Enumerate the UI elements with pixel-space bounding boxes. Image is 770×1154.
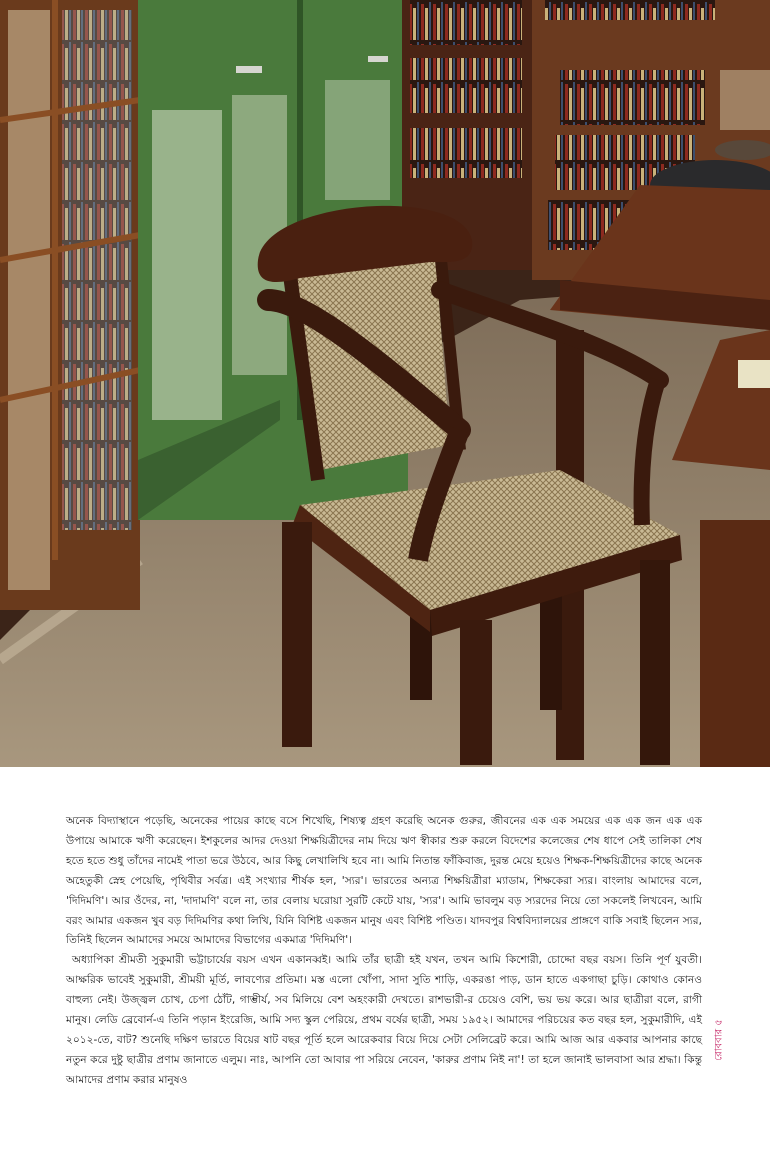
article-paragraph: অধ্যাপিকা শ্রীমতী সুকুমারী ভট্টাচার্যের বয়স এখন একানব্বই। আমি তাঁর ছাত্রী হই যখন, তখন আমি কিশোরী, চোদ্দো বছর বয়স। তিনি পূর্ণ যুবতী। আক্ষরিক ভাবেই সুকুমারী, শ্রীময়ী মূর্তি, লাবণ্যের প্রতিমা। মস্ত এলো খোঁপা, সাদা সুতি শাড়ি, একরঙা পাড়, ডান হাতে একগাছা চুড়ি। কোথাও কোনও বাহুল্য নেই। উজ্জ্বল চোখ, চেপা ঠোঁট, গাম্ভীর্য, সব মিলিয়ে বেশ অহংকারী দেখতে। রাশভারী-র চেয়েও বেশি, ভয় ভয় করে। আর ছাত্রীরা বলে, রাগী মানুষ। লেডি ব্রেবোর্ন-এ তিনি পড়ান ইংরেজি, আমি সদ্য স্কুল পেরিয়ে, প্রথম বর্ষের ছাত্রী, সময় ১৯৫২। আমাদের পরিচয়ের কত বছর হল, সুকুমারীদি, এই ২০১২-তে, বাট? শুনেছি দক্ষিণ ভারতে বিয়ের ষাট বছর পূর্তি হলে আরেকবার বিয়ে দিয়ে সেটা সেলিব্রেট করে। আমি আজ আর একবার আপনার কাছে নতুন করে দুষ্টু ছাত্রীর প্রণাম জানাতে এলুম। নাঃ, আপনি তো আবার পা সরিয়ে নেবেন, 'কারুর প্রণাম নিই না'! তা হলে জানাই ভালবাসা আর শ্রদ্ধা। কিন্তু আমাদের প্রণাম করার মানুষও [66, 954, 702, 1086]
magazine-page-tag [708, 1010, 732, 1070]
article-paragraph: অনেক বিদ্যাস্থানে পড়েছি, অনেকের পায়ের কাছে বসে শিখেছি, শিষ্যত্ব গ্রহণ করেছি অনেক গুরুর, জীবনের এক এক সময়ের এক এক জন এক এক উপায়ে আমাকে ঋণী করেছেন। ইশকুলের আদর দেওয়া শিক্ষয়িত্রীদের নাম দিয়ে ঋণ স্বীকার শুরু করলে বিদেশের কলেজের শেষ ধাপে সেই তালিকা শেষ হতে হতে শুধু তাঁদের নামেই পাতা ভরে উঠবে, আর কিছু লেখালিখি হবে না। আমি নিতান্ত ফাঁকিবাজ, দুরন্ত মেয়ে হয়েও শিক্ষক-শিক্ষয়িত্রীদের কাছে অনেক অহেতুকী স্নেহ পেয়েছি, পৃথিবীর সর্বত্র। এই সংখ্যার শীর্ষক হল, 'স্যর'। ভারতের অন্যত্র শিক্ষয়িত্রীরা ম্যাডাম, শিক্ষকেরা স্যর। বাংলায় আমাদের বলে, 'দিদিমণি'। আর ওঁদের, না, 'দাদামণি' বলে না, তার বেলায় ঘরোয়া সুরটি কেটে যায়, 'স্যর'। আমি ভাবলুম বড় স্যরদের নিয়ে তো সকলেই লিখবেন, আমি বরং আমার একজন খুব বড় দিদিমণির কথা লিখি, যিনি বিশিষ্ট একজন মানুষ এবং বিশিষ্ট পণ্ডিত। যাদবপুর বিশ্ববিদ্যালয়ের প্রাঙ্গণে বাকি সবাই ছিলেন স্যর, তিনিই ছিলেন আমাদের সময়ে আমাদের বিভাগের একমাত্র 'দিদিমণি'। [66, 815, 703, 947]
page-tag-text: রোববার ৫ [713, 1019, 725, 1061]
article-body [66, 812, 702, 1091]
